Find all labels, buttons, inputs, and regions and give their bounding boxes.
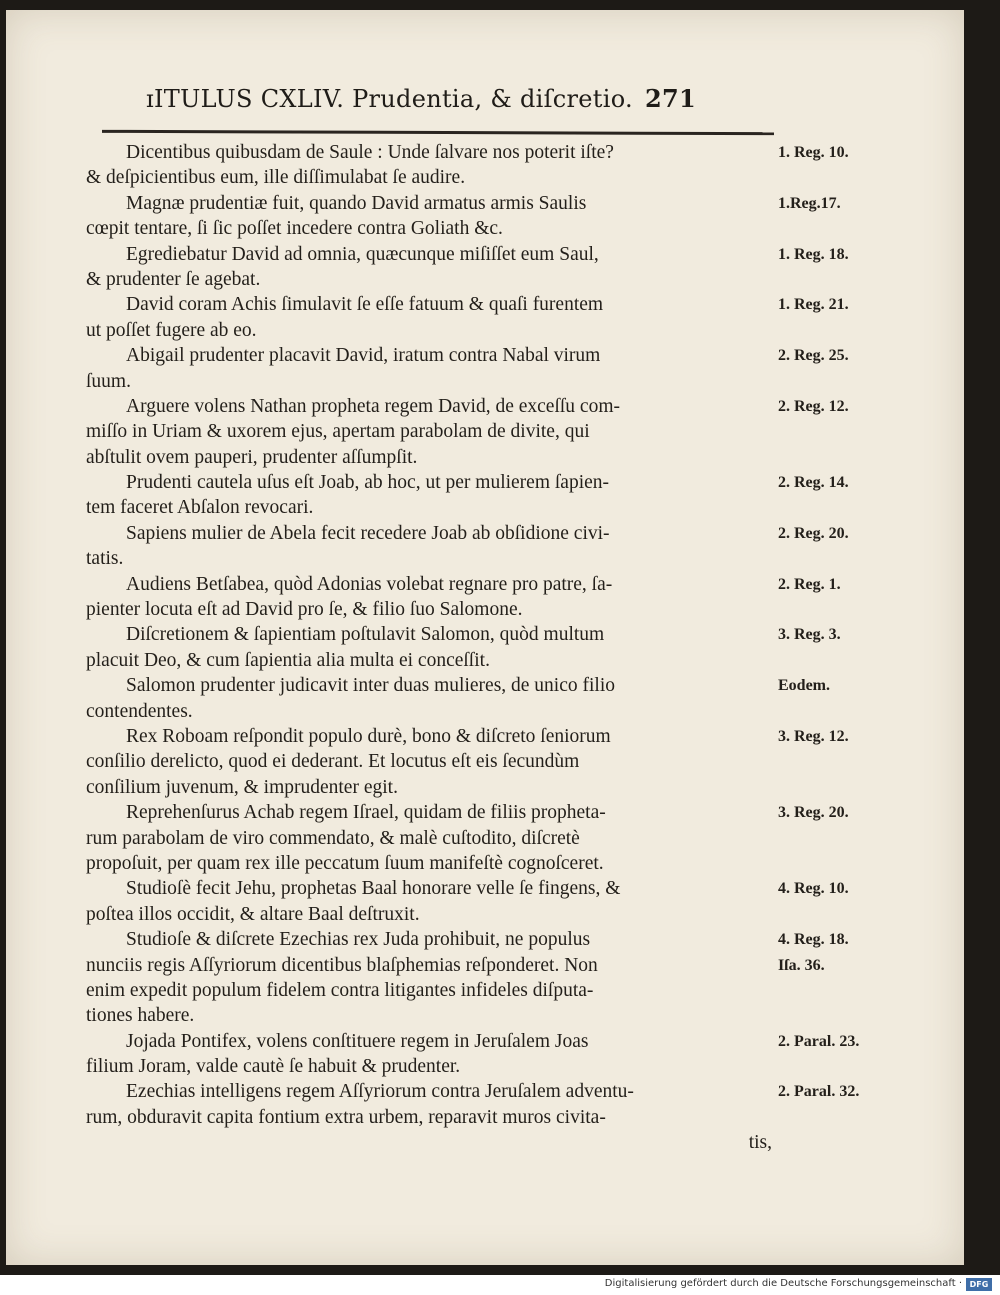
margin-reference: 1.Reg.17. [778,194,841,212]
margin-reference [778,165,898,190]
margin-reference: 1. Reg. 21. [778,296,849,314]
margin-reference: 2. Reg. 14. [778,474,849,492]
text-line: conſilium juvenum, & imprudenter egit. [86,776,398,798]
header-title: ɪITULUS CXLIV. Prudentia, & diſcretio. [146,85,633,113]
header-rule [102,130,774,135]
dfg-logo: DFG [966,1278,992,1291]
margin-reference [778,826,898,851]
margin-reference: 4. Reg. 18. [778,931,849,949]
text-line: ut poſſet fugere ab eo. [86,319,257,341]
text-line: Studioſe & diſcrete Ezechias rex Juda prohibuit, ne populus [126,929,591,951]
text-line: tem faceret Abſalon revocari. [86,497,314,519]
text-line: Diſcretionem & ſapientiam poſtulavit Salomon, quòd multum [126,624,605,646]
text-line: filium Joram, valde cautè ſe habuit & prudenter. [86,1056,461,1078]
margin-reference [778,216,898,241]
margin-reference [778,495,898,520]
text-line: tatis. [86,548,124,570]
margin-reference: 3. Reg. 12. [778,727,849,745]
book-page [6,10,964,1265]
text-line: propoſuit, per quam rex ille peccatum ſuum manifeſtè cognoſceret. [86,852,604,874]
margin-reference: 1. Reg. 18. [778,245,849,263]
text-line: Magnæ prudentiæ fuit, quando David armatus armis Saulis [126,192,587,214]
text-line: miſſo in Uriam & uxorem ejus, apertam parabolam de divite, qui [86,421,590,443]
margin-reference [778,445,898,470]
text-line: tiones habere. [86,1005,195,1027]
text-line: Reprehenſurus Achab regem Iſrael, quidam de filiis propheta- [126,802,606,824]
text-line: Salomon prudenter judicavit inter duas mulieres, de unico filio [126,675,616,697]
text-line: rum, obduravit capita fontium extra urbem, reparavit muros civita- [86,1106,606,1128]
text-line: placuit Deo, & cum ſapientia alia multa ei conceſſit. [86,649,490,671]
margin-reference: 2. Paral. 32. [778,1083,860,1101]
margin-reference [778,1054,898,1079]
text-line: Abigail prudenter placavit David, iratum contra Nabal virum [126,345,601,367]
text-line: Egrediebatur David ad omnia, quæcunque miſiſſet eum Saul, [126,243,599,265]
margin-reference [778,648,898,673]
text-line: contendentes. [86,700,193,722]
text-line: Rex Roboam reſpondit populo durè, bono & diſcreto ſeniorum [126,725,611,747]
text-line: Sapiens mulier de Abela fecit recedere Joab ab obſidione civi- [126,522,610,544]
margin-reference: 2. Reg. 1. [778,575,841,593]
margin-reference [778,267,898,292]
text-line: Ezechias intelligens regem Aſſyriorum contra Jeruſalem adventu- [126,1081,634,1103]
margin-reference [778,546,898,571]
margin-reference: 4. Reg. 10. [778,880,849,898]
text-line: tis, [748,1132,772,1154]
margin-reference: 2. Reg. 12. [778,397,849,415]
margin-reference [778,851,898,876]
margin-reference [778,597,898,622]
text-line: Jojada Pontifex, volens conſtituere regem in Jeruſalem Joas [126,1030,589,1052]
margin-reference: 3. Reg. 3. [778,626,841,644]
funding-notice: Digitalisierung gefördert durch die Deutsche Forschungsgemeinschaft · [604,1278,962,1289]
margin-reference: 1. Reg. 10. [778,144,849,161]
margin-reference [778,1003,898,1028]
margin-reference: 3. Reg. 20. [778,804,849,822]
text-line: Arguere volens Nathan propheta regem David, de exceſſu com- [126,395,620,417]
text-line: pienter locuta eſt ad David pro ſe, & filio ſuo Salomone. [86,599,523,621]
text-line: poſtea illos occidit, & altare Baal deſtruxit. [86,903,420,925]
running-header [146,84,696,113]
margin-reference: 2. Reg. 20. [778,524,849,542]
margin-reference [778,749,898,774]
margin-reference: 2. Paral. 23. [778,1032,860,1050]
text-line: enim expedit populum fidelem contra litigantes infideles diſputa- [86,979,594,1001]
margin-reference [778,775,898,800]
text-line: nunciis regis Aſſyriorum dicentibus blaſphemias reſponderet. Non [86,954,598,976]
margin-reference: Eodem. [778,677,830,695]
text-line: abſtulit ovem pauperi, prudenter aſſumpſit. [86,446,418,468]
text-line: Studioſè fecit Jehu, prophetas Baal honorare velle ſe fingens, & [126,878,621,900]
margin-reference [778,699,898,724]
margin-reference [778,1130,898,1155]
text-line: conſilio derelicto, quod ei dederant. Et locutus eſt eis ſecundùm [86,751,580,773]
text-line: rum parabolam de viro commendato, & malè cuſtodito, diſcretè [86,827,580,849]
text-line: & prudenter ſe agebat. [86,268,261,290]
text-line: Dicentibus quibusdam de Saule : Unde ſalvare nos poterit iſte? [126,142,614,163]
text-line: cœpit tentare, ſi ſic poſſet incedere contra Goliath &c. [86,218,503,240]
margin-reference [778,978,898,1003]
margin-reference [778,369,898,394]
text-line: ſuum. [86,370,131,392]
margin-references [778,140,898,1156]
margin-reference [778,419,898,444]
margin-reference [778,1105,898,1130]
margin-reference [778,318,898,343]
margin-reference: 2. Reg. 25. [778,347,849,365]
footer-bar [0,1275,1000,1295]
body-text [86,140,776,1156]
page-number: 271 [644,84,696,113]
text-line: & deſpicientibus eum, ille diſſimulabat ſe audire. [86,167,466,189]
margin-reference: Iſa. 36. [778,956,825,974]
text-line: David coram Achis ſimulavit ſe eſſe fatuum & quaſi furentem [126,294,604,316]
margin-reference [778,902,898,927]
text-line: Audiens Betſabea, quòd Adonias volebat regnare pro patre, ſa- [126,573,613,595]
text-line: Prudenti cautela uſus eſt Joab, ab hoc, ut per mulierem ſapien- [126,472,610,494]
